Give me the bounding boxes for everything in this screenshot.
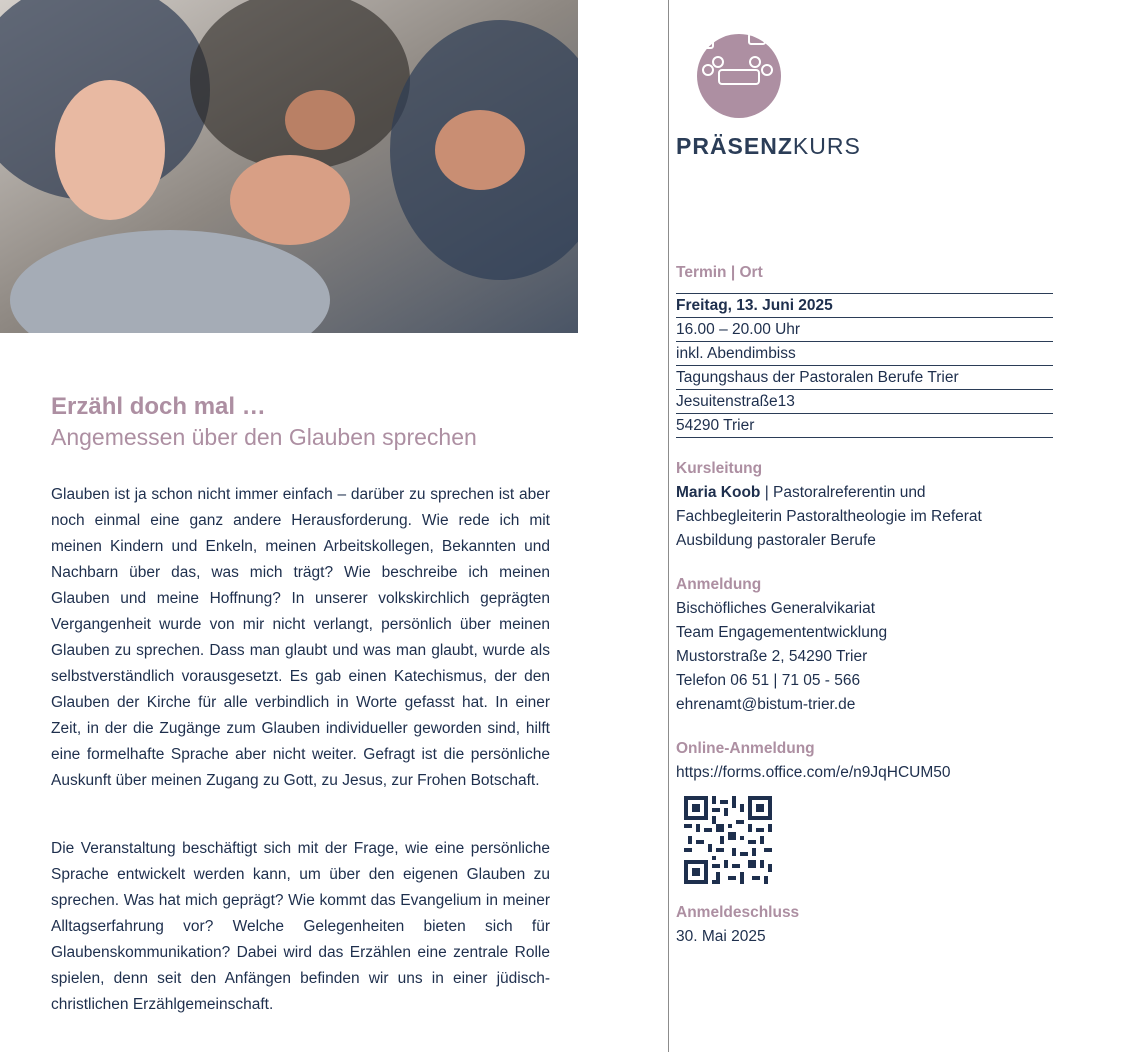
- column-divider: [668, 0, 669, 1052]
- article-paragraph-1: Glauben ist ja schon nicht immer einfach – darüber zu sprechen ist aber noch einmal eine ganz andere Herausforderung. Wie rede ich mit meinen Kindern und Enkeln, meinen Arbeitskollegen, Bekannten und Nachbarn über das, was mich trägt? Wie beschreibe ich meinen Glauben und meine Hoffnung? In unserer volkskirchlich geprägten Vergangenheit wurde von mir nicht verlangt, persönlich über meinen Glauben zu sprechen. Dass man glaubt und was man glaubt, wurde als selbstverständlich vorausgesetzt. Es gab einen Katechismus, der den Glauben der Kirche für alle verbindlich in Worte gefasst hat. In einer Zeit, in der die Zugänge zum Glauben individueller geworden sind, hilft eine formelhafte Sprache aber nicht weiter. Gefragt ist die persönliche Auskunft über meinen Zugang zu Gott, zu Jesus, zur Frohen Botschaft.: [51, 486, 550, 789]
- termin-venue: Tagungshaus der Pastoralen Berufe Trier: [676, 365, 1053, 389]
- termin-label: Termin | Ort: [676, 264, 763, 281]
- kursleitung-line-1: [676, 481, 982, 505]
- deadline-date: 30. Mai 2025: [676, 928, 766, 945]
- kursleitung-name: Maria Koob: [676, 484, 761, 501]
- anmeldung-label: Anmeldung: [676, 576, 762, 593]
- group-discussion-icon: [693, 30, 785, 127]
- kursleitung-role-3: Ausbildung pastoraler Berufe: [676, 532, 876, 549]
- termin-time: 16.00 – 20.00 Uhr: [676, 317, 1053, 341]
- course-type-heading: [676, 133, 861, 160]
- kursleitung-label: Kursleitung: [676, 460, 763, 477]
- article-paragraph-2: Die Veranstaltung beschäftigt sich mit der Frage, wie eine persönliche Sprache entwickelt werden kann, um über den eigenen Glauben zu sprechen. Was hat mich geprägt? Wie kommt das Evangelium in meiner Alltagserfahrung vor? Welche Gelegenheiten bieten sich für Glaubenskommunikation? Dabei wird das Erzählen eine zentrale Rolle spielen, denn seit den Anfängen befinden wir uns in einer jüdisch-christlichen Erzählgemeinschaft.: [51, 840, 550, 1013]
- termin-street: Jesuitenstraße13: [676, 389, 1053, 413]
- kursleitung-role-1: | Pastoralreferentin und: [760, 484, 926, 501]
- termin-city: 54290 Trier: [676, 413, 1053, 438]
- course-type-bold: PRÄSENZ: [676, 133, 793, 159]
- anmeldung-team: Team Engagemententwicklung: [676, 624, 888, 641]
- anmeldung-org: Bischöfliches Generalvikariat: [676, 600, 876, 617]
- termin-table: [676, 293, 1053, 438]
- termin-date: Freitag, 13. Juni 2025: [676, 293, 1053, 317]
- article-title: Erzähl doch mal …: [51, 393, 266, 420]
- article-subtitle: Angemessen über den Glauben sprechen: [51, 424, 477, 450]
- qr-code-icon[interactable]: [684, 796, 772, 884]
- anmeldung-phone: Telefon 06 51 | 71 05 - 566: [676, 672, 861, 689]
- kursleitung-details: [676, 481, 982, 553]
- termin-meal: inkl. Abendimbiss: [676, 341, 1053, 365]
- deadline-label: Anmeldeschluss: [676, 904, 800, 921]
- course-type-regular: KURS: [792, 133, 861, 159]
- deadline-details: [676, 925, 766, 949]
- hero-photo: [0, 0, 578, 333]
- anmeldung-email[interactable]: ehrenamt@bistum-trier.de: [676, 696, 856, 713]
- online-label: Online-Anmeldung: [676, 740, 815, 757]
- anmeldung-address: Mustorstraße 2, 54290 Trier: [676, 648, 868, 665]
- online-url[interactable]: https://forms.office.com/e/n9JqHCUM50: [676, 764, 951, 781]
- anmeldung-details: [676, 597, 887, 717]
- kursleitung-role-2: Fachbegleiterin Pastoraltheologie im Referat: [676, 508, 982, 525]
- online-details: [676, 761, 951, 785]
